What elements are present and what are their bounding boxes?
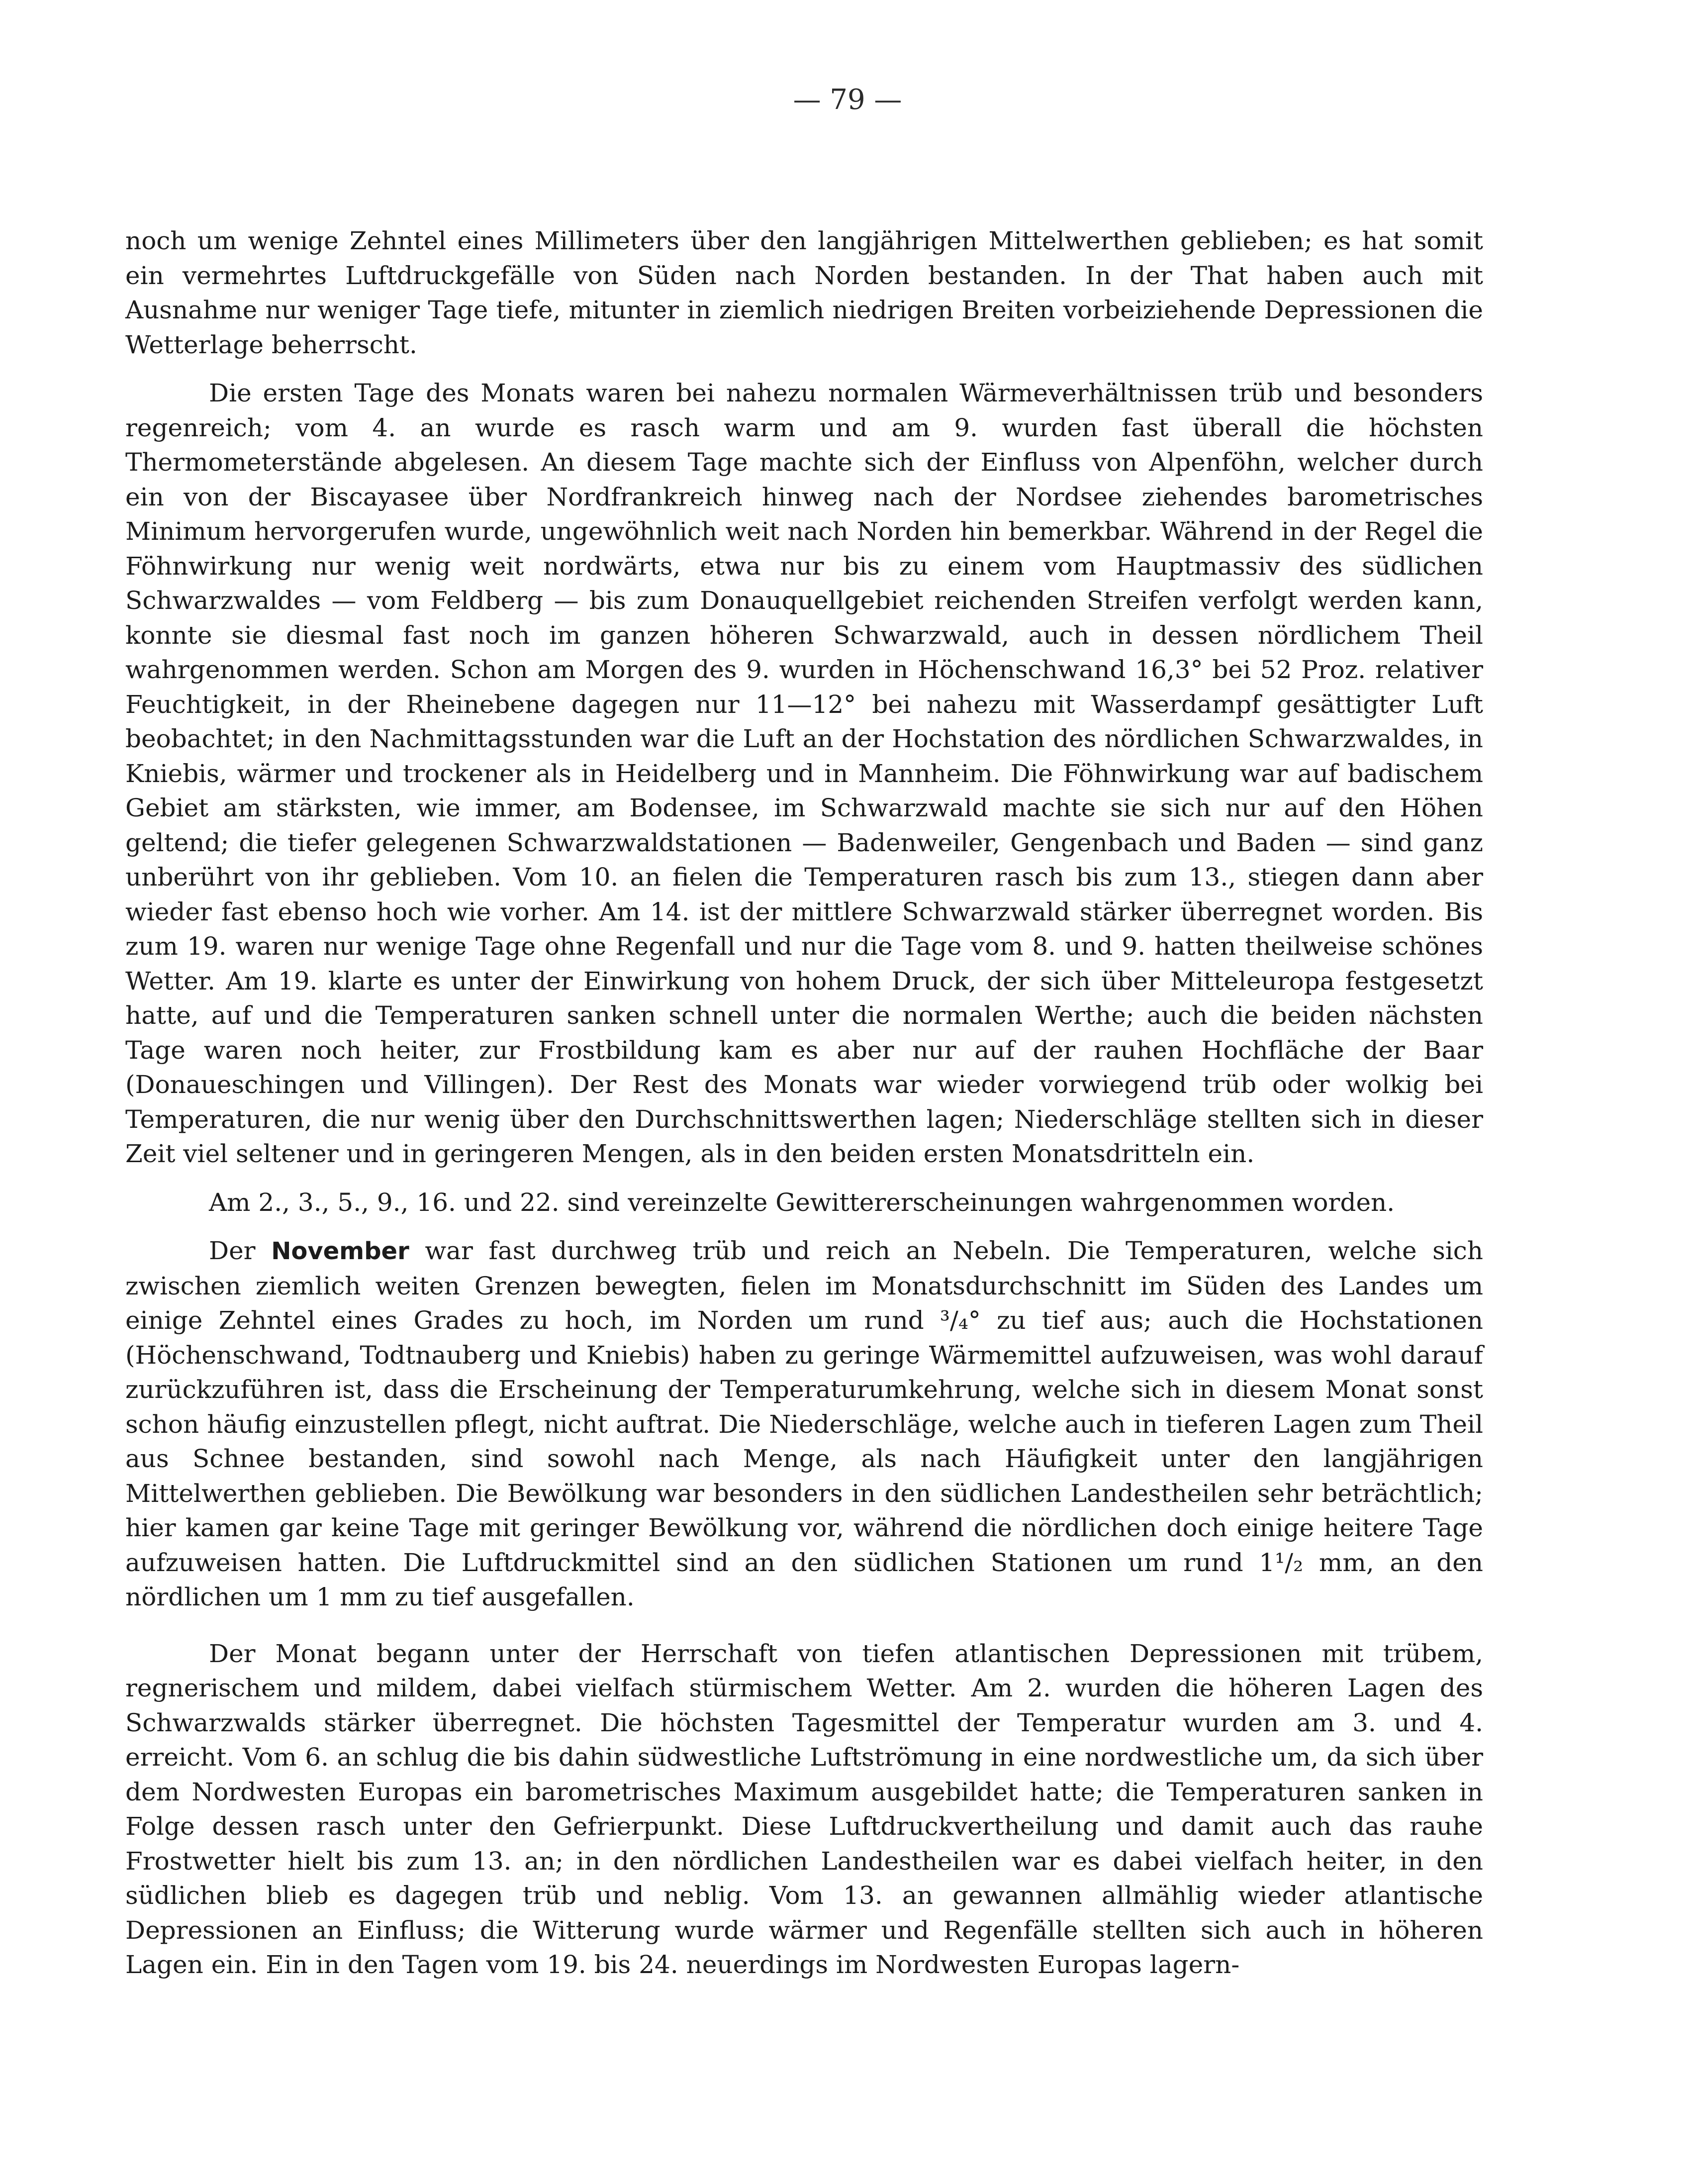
month-heading: November xyxy=(271,1237,409,1265)
paragraph-november xyxy=(125,1234,1483,1615)
paragraph: Am 2., 3., 5., 9., 16. und 22. sind vereinzelte Gewittererscheinungen wahrgenommen worden. xyxy=(209,1188,1395,1217)
paragraph: Der Monat begann unter der Herrschaft von tiefen atlantischen Depressionen mit trübem, regnerischem und mildem, dabei vielfach stürmischem Wetter. Am 2. wurden die höheren Lagen des Schwarzwalds stärker überregnet. Die höchsten Tagesmittel der Temperatur wurden am 3. und 4. erreicht. Vom 6. an schlug die bis dahin südwestliche Luftströmung in eine nordwestliche um, da sich über dem Nordwesten Europas ein barometrisches Maximum ausgebildet hatte; die Temperaturen sanken in Folge dessen rasch unter den Gefrierpunkt. Diese Luftdruckvertheilung und damit auch das rauhe Frostwetter hielt bis zum 13. an; in den nördlichen Landestheilen war es dabei vielfach heiter, in den südlichen blieb es dagegen trüb und neblig. Vom 13. an gewannen allmählig wieder atlantische Depressionen an Einfluss; die Witterung wurde wärmer und Regenfälle stellten sich auch in höheren Lagen ein. Ein in den Tagen vom 19. bis 24. neuerdings im Nordwesten Europas lagern- xyxy=(125,1639,1483,1979)
paragraph-lead: Der xyxy=(209,1236,272,1265)
body-text xyxy=(125,224,1483,1983)
page-number: — 79 — xyxy=(793,84,902,116)
paragraph: Die ersten Tage des Monats waren bei nahezu normalen Wärmeverhältnissen trüb und besonders regenreich; vom 4. an wurde es rasch warm und am 9. wurden fast überall die höchsten Thermometerstände abgelesen. An diesem Tage machte sich der Einfluss von Alpenföhn, welcher durch ein von der Biscayasee über Nordfrankreich hinweg nach der Nordsee ziehendes barometrisches Minimum hervorgerufen wurde, ungewöhnlich weit nach Norden hin bemerkbar. Während in der Regel die Föhnwirkung nur wenig weit nordwärts, etwa nur bis zu einem vom Hauptmassiv des südlichen Schwarzwaldes — vom Feldberg — bis zum Donauquellgebiet reichenden Streifen verfolgt werden kann, konnte sie diesmal fast noch im ganzen höheren Schwarzwald, auch in dessen nördlichem Theil wahrgenommen werden. Schon am Morgen des 9. wurden in Höchenschwand 16,3° bei 52 Proz. relativer Feuchtigkeit, in der Rheinebene dagegen nur 11—12° bei nahezu mit Wasserdampf gesättigter Luft beobachtet; in den Nachmittagsstunden war die Luft an der Hochstation des nördlichen Schwarzwaldes, in Kniebis, wärmer und trockener als in Heidelberg und in Mannheim. Die Föhnwirkung war auf badischem Gebiet am stärksten, wie immer, am Bodensee, im Schwarzwald machte sie sich nur auf den Höhen geltend; die tiefer gelegenen Schwarzwaldstationen — Badenweiler, Gengenbach und Baden — sind ganz unberührt von ihr geblieben. Vom 10. an fielen die Temperaturen rasch bis zum 13., stiegen dann aber wieder fast ebenso hoch wie vorher. Am 14. ist der mittlere Schwarzwald stärker überregnet worden. Bis zum 19. waren nur wenige Tage ohne Regenfall und nur die Tage vom 8. und 9. hatten theilweise schönes Wetter. Am 19. klarte es unter der Einwirkung von hohem Druck, der sich über Mitteleuropa festgesetzt hatte, auf und die Temperaturen sanken schnell unter die normalen Werthe; auch die beiden nächsten Tage waren noch heiter, zur Frostbildung kam es aber nur auf der rauhen Hochfläche der Baar (Donaueschingen und Villingen). Der Rest des Monats war wieder vorwiegend trüb oder wolkig bei Temperaturen, die nur wenig über den Durchschnittswerthen lagen; Niederschläge stellten sich in dieser Zeit viel seltener und in geringeren Mengen, als in den beiden ersten Monatsdritteln ein. xyxy=(125,379,1483,1168)
paragraph: noch um wenige Zehntel eines Millimeters über den langjährigen Mittelwerthen geblieben; es hat somit ein vermehrtes Luftdruckgefälle von Süden nach Norden bestanden. In der That haben auch mit Ausnahme nur weniger Tage tiefe, mitunter in ziemlich niedrigen Breiten vorbeiziehende Depressionen die Wetterlage beherrscht. xyxy=(125,226,1483,359)
paragraph-body: war fast durchweg trüb und reich an Nebeln. Die Temperaturen, welche sich zwischen ziemlich weiten Grenzen bewegten, fielen im Monatsdurchschnitt im Süden des Landes um einige Zehntel eines Grades zu hoch, im Norden um rund ³/₄° zu tief aus; auch die Hochstationen (Höchenschwand, Todtnauberg und Kniebis) haben zu geringe Wärmemittel aufzuweisen, was wohl darauf zurückzuführen ist, dass die Erscheinung der Temperaturumkehrung, welche sich in diesem Monat sonst schon häufig einzustellen pflegt, nicht auftrat. Die Niederschläge, welche auch in tieferen Lagen zum Theil aus Schnee bestanden, sind sowohl nach Menge, als nach Häufigkeit unter den langjährigen Mittelwerthen geblieben. Die Bewölkung war besonders in den südlichen Landestheilen sehr beträchtlich; hier kamen gar keine Tage mit geringer Bewölkung vor, während die nördlichen doch einige heitere Tage aufzuweisen hatten. Die Luftdruckmittel sind an den südlichen Stationen um rund 1¹/₂ mm, an den nördlichen um 1 mm zu tief ausgefallen. xyxy=(125,1236,1483,1611)
